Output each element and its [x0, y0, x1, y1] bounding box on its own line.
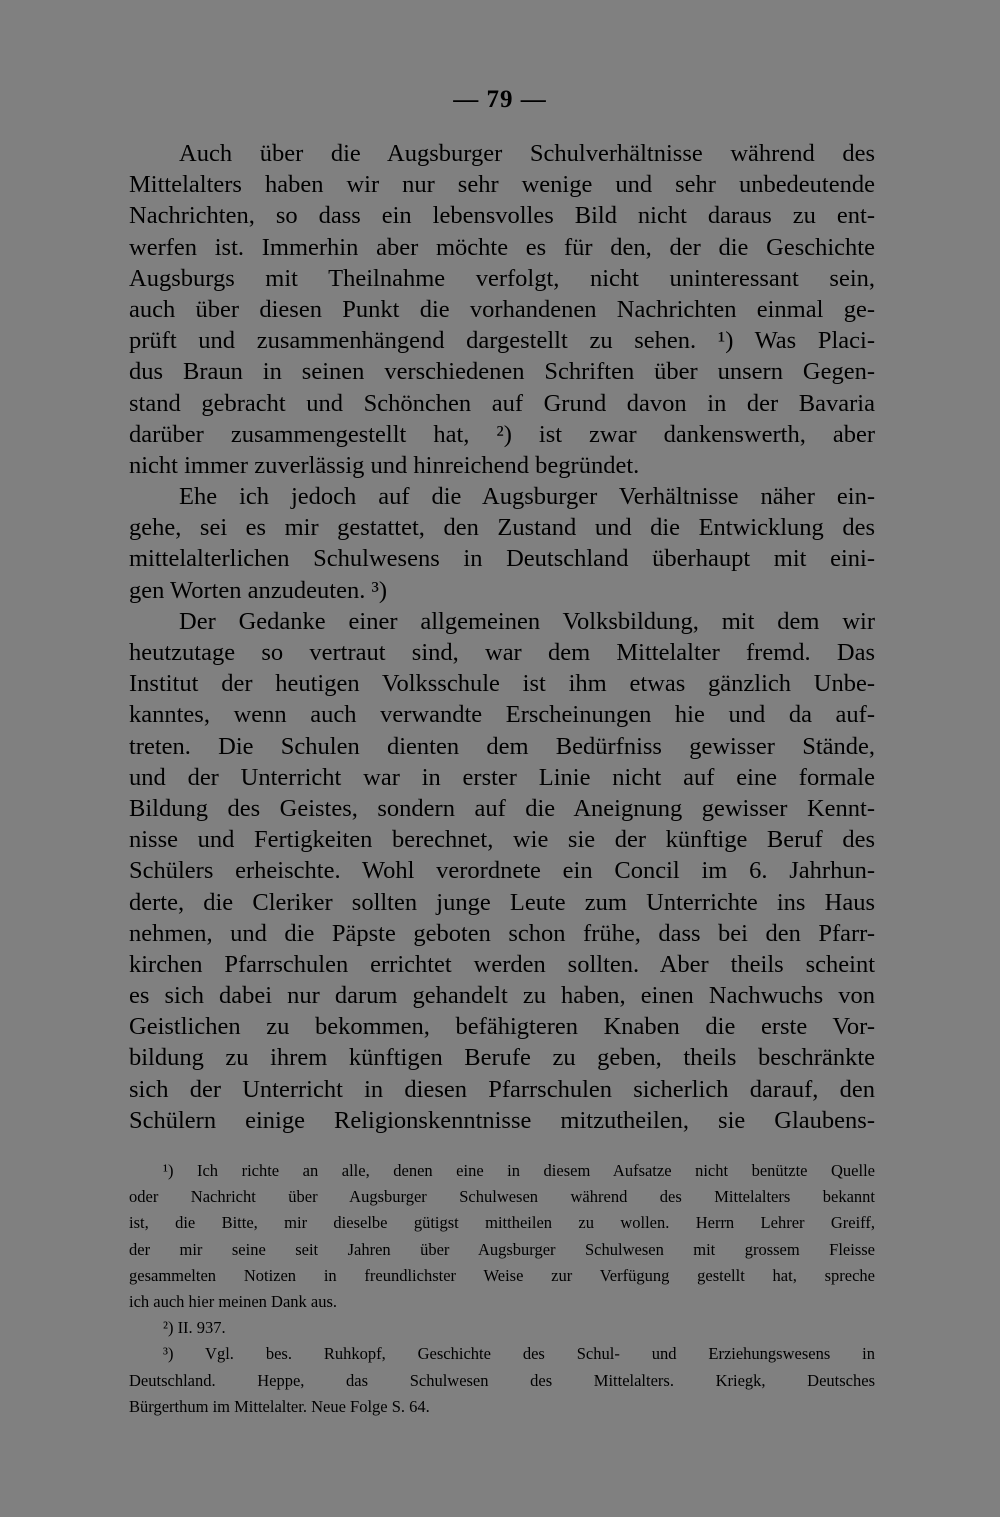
paragraph-3	[129, 606, 875, 1136]
text-line: auch über diesen Punkt die vorhandenen Nachrichten einmal ge-	[129, 295, 875, 323]
footnote-line: gesammelten Notizen in freundlichster Weise zur Verfügung gestellt hat, spreche	[129, 1265, 875, 1285]
text-line: heutzutage so vertraut sind, war dem Mittelalter fremd. Das	[129, 639, 875, 666]
text-line: darüber zusammengestellt hat, ²) ist zwar dankenswerth, aber	[129, 420, 875, 448]
text-line: gehe, sei es mir gestattet, den Zustand und die Entwicklung des	[129, 514, 875, 542]
text-line: Der Gedanke einer allgemeinen Volksbildung, mit dem wir	[179, 607, 875, 635]
text-line: nicht immer zuverlässig und hinreichend begründet.	[129, 451, 640, 479]
text-line: und der Unterricht war in erster Linie nicht auf eine formale	[129, 763, 875, 791]
paragraph-1	[129, 138, 875, 481]
footnote-line: ¹) Ich richte an alle, denen eine in diesem Aufsatze nicht benützte Quelle	[163, 1161, 875, 1180]
footnote-line: ist, die Bitte, mir dieselbe gütigst mittheilen zu wollen. Herrn Lehrer Greiff,	[129, 1213, 875, 1233]
footnote-line: Bürgerthum im Mittelalter. Neue Folge S. 64.	[129, 1396, 430, 1416]
text-line: Mittelalters haben wir nur sehr wenige und sehr unbedeutende	[129, 171, 875, 199]
text-line: prüft und zusammenhängend dargestellt zu sehen. ¹) Was Placi-	[129, 327, 875, 355]
text-line: bildung zu ihrem künftigen Berufe zu geben, theils beschränkte	[129, 1044, 875, 1072]
paragraph-2	[129, 481, 875, 606]
footnote-line: ²) II. 937.	[163, 1318, 226, 1338]
text-line: Augsburgs mit Theilnahme verfolgt, nicht uninteressant sein,	[129, 264, 875, 292]
text-line: Ehe ich jedoch auf die Augsburger Verhältnisse näher ein-	[179, 483, 875, 511]
footnote-3	[129, 1341, 875, 1420]
main-text	[129, 138, 875, 1136]
footnote-line: ich auch hier meinen Dank aus.	[129, 1291, 338, 1311]
text-line: Schülers erheischte. Wohl verordnete ein Concil im 6. Jahrhun-	[129, 857, 875, 885]
footnote-2	[129, 1315, 875, 1341]
text-line: Institut der heutigen Volksschule ist ihm etwas gänzlich Unbe-	[129, 670, 875, 698]
text-line: dus Braun in seinen verschiedenen Schriften über unsern Gegen-	[129, 358, 875, 386]
text-line: treten. Die Schulen dienten dem Bedürfniss gewisser Stände,	[129, 732, 875, 760]
text-line: Nachrichten, so dass ein lebensvolles Bild nicht daraus zu ent-	[129, 202, 875, 230]
text-line: nisse und Fertigkeiten berechnet, wie sie der künftige Beruf des	[129, 826, 875, 854]
text-line: Bildung des Geistes, sondern auf die Aneignung gewisser Kennt-	[129, 794, 875, 822]
text-line: gen Worten anzudeuten. ³)	[129, 576, 387, 604]
text-line: derte, die Cleriker sollten junge Leute zum Unterrichte ins Haus	[129, 888, 875, 916]
page-number: — 79 —	[453, 86, 547, 113]
text-line: mittelalterlichen Schulwesens in Deutschland überhaupt mit eini-	[129, 545, 875, 573]
footnote-line: der mir seine seit Jahren über Augsburger Schulwesen mit grossem Fleisse	[129, 1239, 875, 1259]
footnotes	[129, 1158, 875, 1420]
footnote-line: ³) Vgl. bes. Ruhkopf, Geschichte des Schul- und Erziehungswesens in	[163, 1344, 875, 1364]
footnote-1	[129, 1158, 875, 1315]
text-line: Auch über die Augsburger Schulverhältnisse während des	[179, 140, 875, 167]
footnote-line: oder Nachricht über Augsburger Schulwesen während des Mittelalters bekannt	[129, 1187, 875, 1207]
footnote-line: Deutschland. Heppe, das Schulwesen des Mittelalters. Kriegk, Deutsches	[129, 1370, 875, 1390]
text-line: werfen ist. Immerhin aber möchte es für den, der die Geschichte	[129, 233, 875, 261]
text-line: Schülern einige Religionskenntnisse mitzutheilen, sie Glaubens-	[129, 1106, 875, 1134]
text-line: es sich dabei nur darum gehandelt zu haben, einen Nachwuchs von	[129, 982, 875, 1010]
text-line: Geistlichen zu bekommen, befähigteren Knaben die erste Vor-	[129, 1013, 875, 1041]
text-line: sich der Unterricht in diesen Pfarrschulen sicherlich darauf, den	[129, 1075, 875, 1103]
text-line: kanntes, wenn auch verwandte Erscheinungen hie und da auf-	[129, 701, 875, 729]
text-line: nehmen, und die Päpste geboten schon frühe, dass bei den Pfarr-	[129, 919, 875, 947]
text-line: kirchen Pfarrschulen errichtet werden sollten. Aber theils scheint	[129, 950, 875, 978]
text-line: stand gebracht und Schönchen auf Grund davon in der Bavaria	[129, 389, 875, 417]
